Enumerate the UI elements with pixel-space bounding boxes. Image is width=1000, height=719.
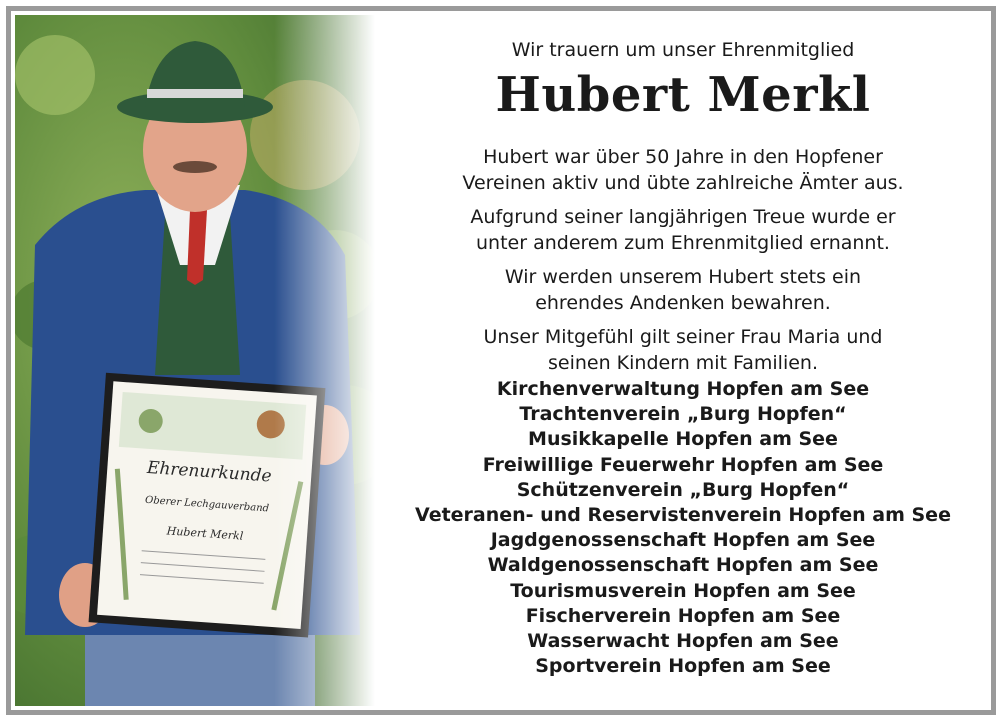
paragraph-line: unter anderem zum Ehrenmitglied ernannt. xyxy=(476,232,890,254)
paragraph-line: ehrendes Andenken bewahren. xyxy=(535,292,831,314)
club-name: Schützenverein „Burg Hopfen“ xyxy=(516,478,850,501)
paragraph xyxy=(383,264,983,316)
club-name: Veteranen- und Reservistenverein Hopfen am See xyxy=(415,504,951,527)
paragraph-line: Unser Mitgefühl gilt seiner Frau Maria und xyxy=(483,326,883,348)
paragraph xyxy=(383,204,983,256)
club-name: Musikkapelle Hopfen am See xyxy=(528,428,838,451)
club-name: Kirchenverwaltung Hopfen am See xyxy=(496,378,870,400)
notice-paragraphs xyxy=(383,144,983,384)
club-name: Waldgenossenschaft Hopfen am See xyxy=(487,554,879,577)
obituary-frame xyxy=(6,6,996,715)
club-list xyxy=(383,377,983,679)
paragraph-line: Wir werden unserem Hubert stets ein xyxy=(504,266,862,288)
paragraph-line: Hubert war über 50 Jahre in den Hopfener xyxy=(483,146,883,168)
portrait-illustration xyxy=(15,15,375,706)
paragraph-line: seinen Kindern mit Familien. xyxy=(548,352,818,374)
club-name: Jagdgenossenschaft Hopfen am See xyxy=(490,529,876,552)
club-name: Tourismusverein Hopfen am See xyxy=(510,579,856,602)
club-name: Freiwillige Feuerwehr Hopfen am See xyxy=(482,453,884,476)
paragraph xyxy=(383,324,983,376)
deceased-name: Hubert Merkl xyxy=(495,67,871,123)
club-name: Trachtenverein „Burg Hopfen“ xyxy=(519,403,847,426)
portrait-photo xyxy=(15,15,375,706)
club-name: Sportverein Hopfen am See xyxy=(535,655,831,678)
notice-text xyxy=(383,11,983,710)
club-name: Fischerverein Hopfen am See xyxy=(525,604,841,627)
paragraph-line: Vereinen aktiv und übte zahlreiche Ämter aus. xyxy=(462,172,904,194)
paragraph xyxy=(383,144,983,196)
club-name: Wasserwacht Hopfen am See xyxy=(527,630,839,653)
notice-intro: Wir trauern um unser Ehrenmitglied xyxy=(511,39,855,61)
paragraph-line: Aufgrund seiner langjährigen Treue wurde er xyxy=(470,206,896,228)
